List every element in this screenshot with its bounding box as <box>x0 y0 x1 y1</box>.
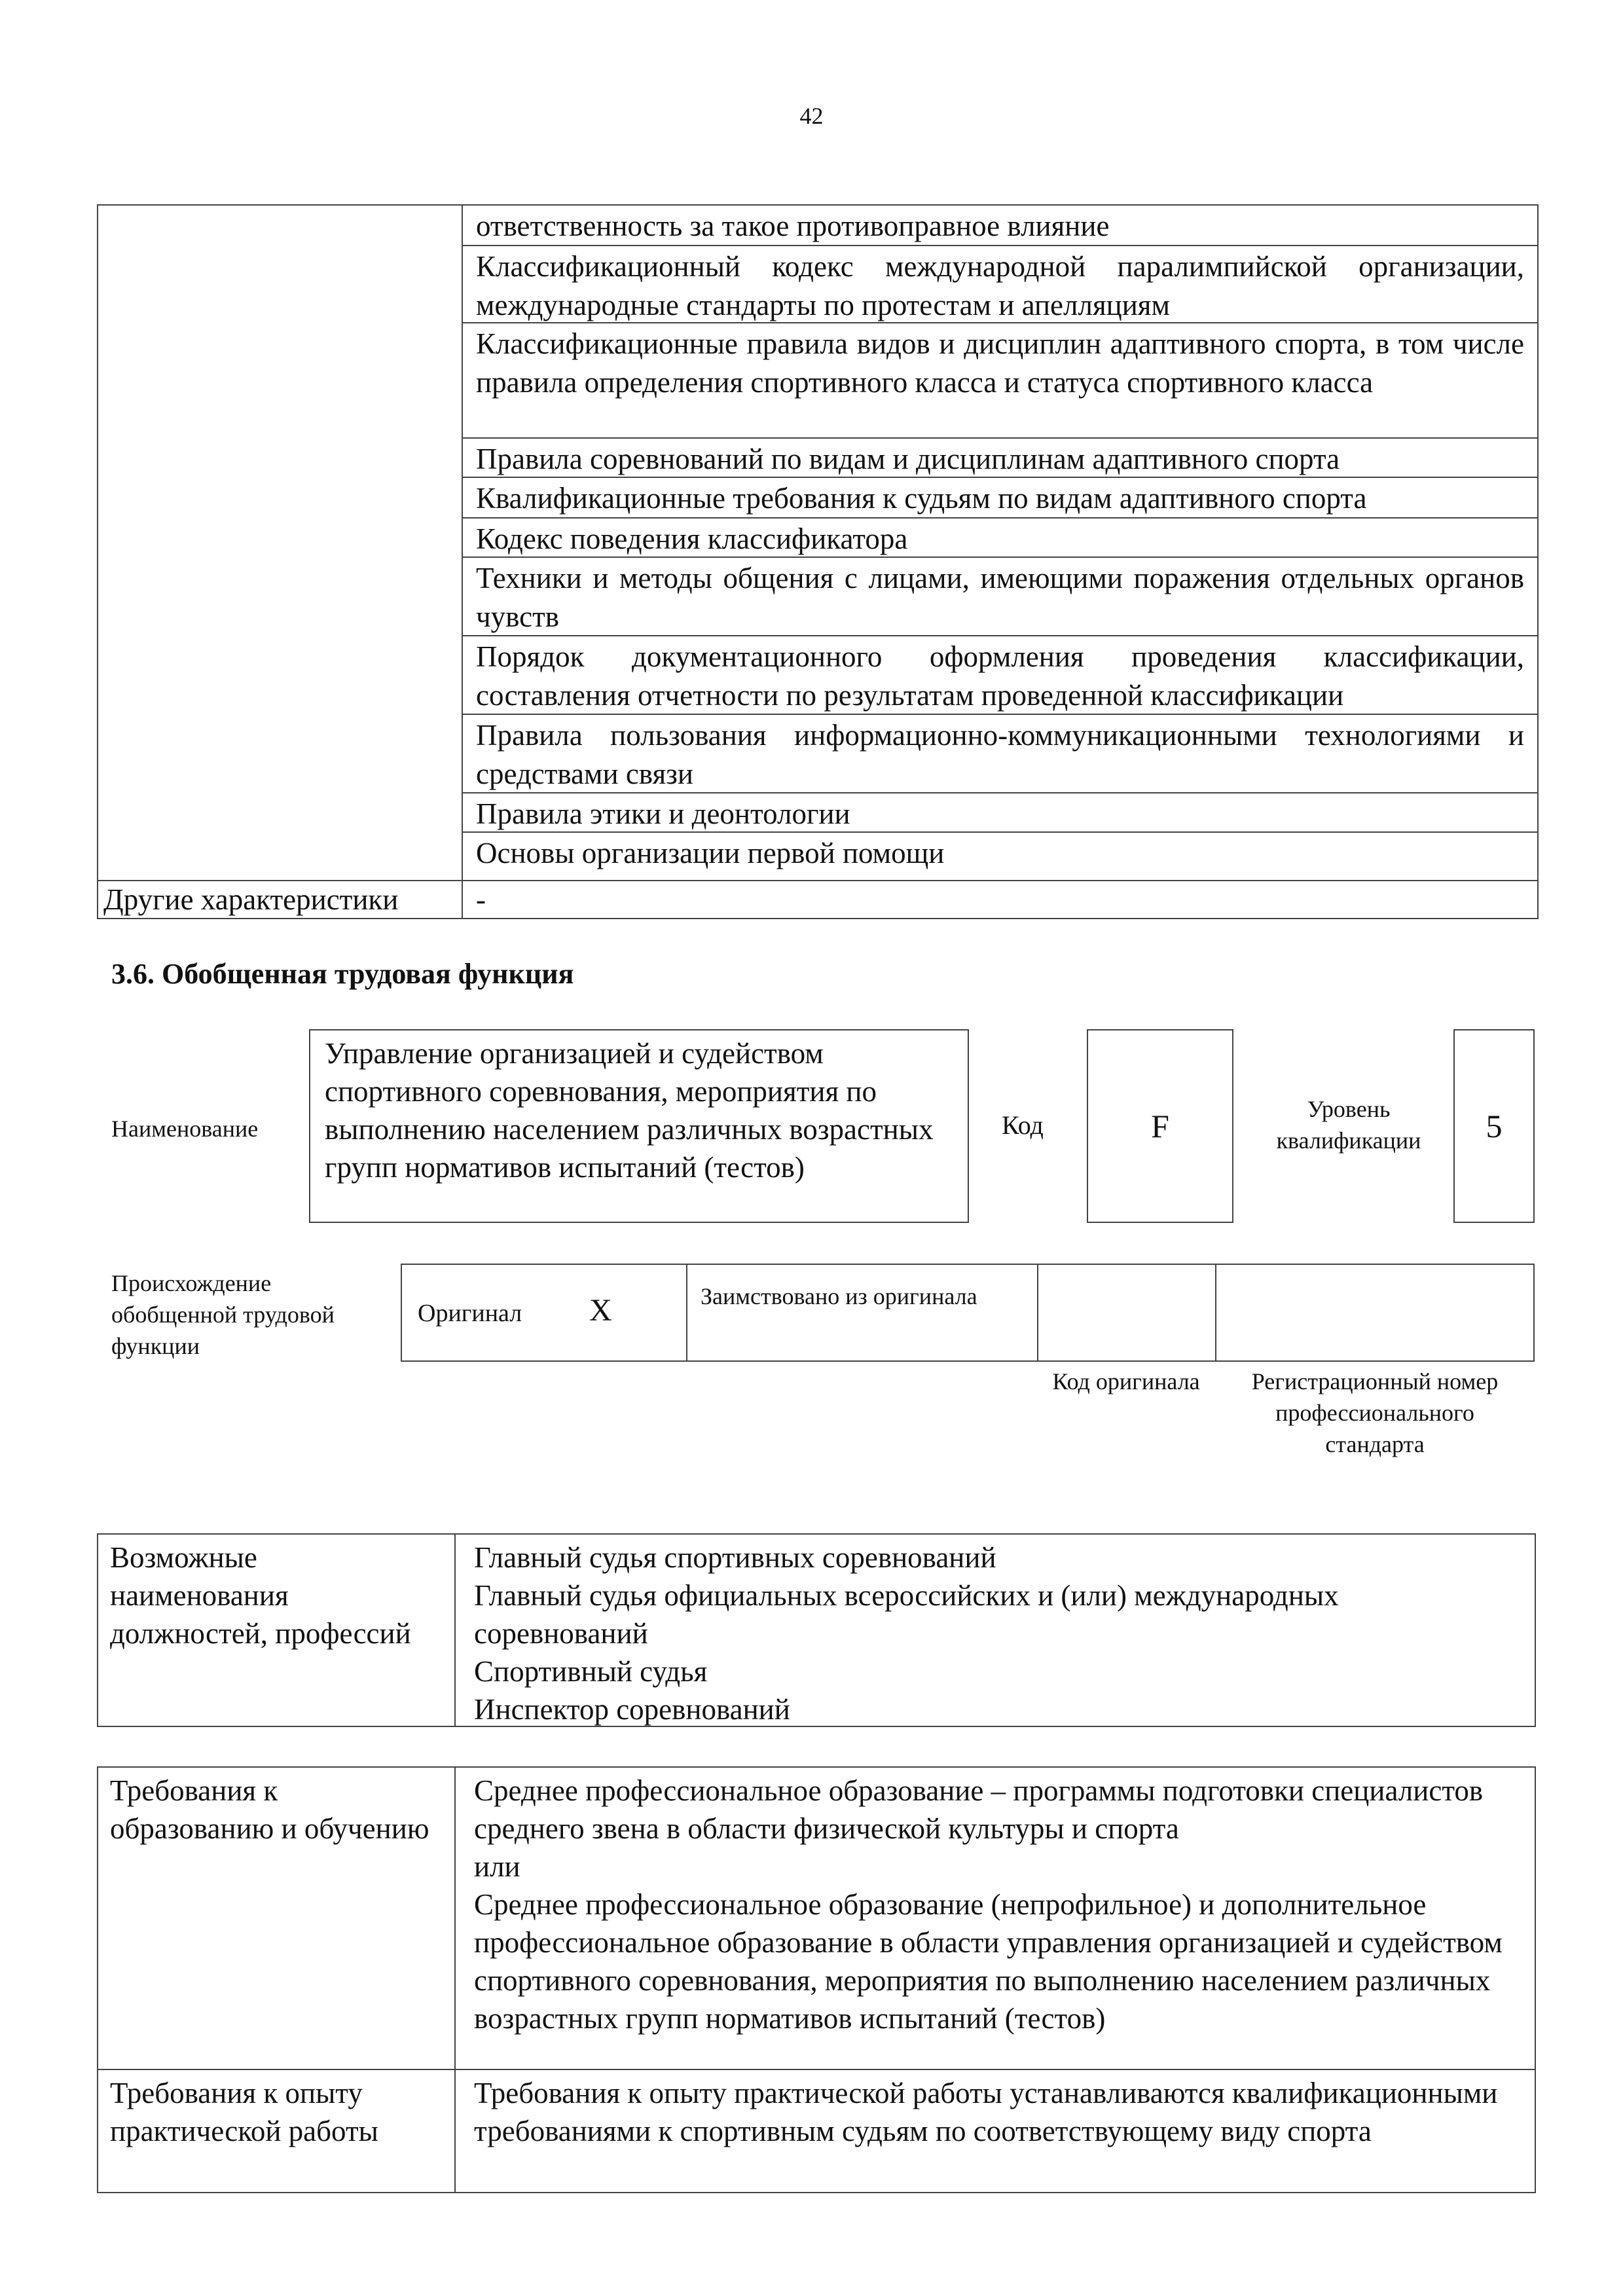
knowledge-row: ответственность за такое противоправное влияние <box>463 206 1537 246</box>
section-heading: 3.6. Обобщенная трудовая функция <box>111 958 574 990</box>
education-item: или <box>474 1850 520 1883</box>
original-cell <box>402 1265 687 1360</box>
reg-number-cell <box>1216 1265 1533 1360</box>
original-label: Оригинал <box>418 1300 522 1327</box>
knowledge-row: Классификационные правила видов и дисциплин адаптивного спорта, в том числе правила определения спортивного класса и статуса спортивного класса <box>463 323 1537 439</box>
name-value: Управление организацией и судейством спортивного соревнования, мероприятия по выполнению населением различных возрастных групп нормативов испытаний (тестов) <box>309 1029 969 1223</box>
education-item: Среднее профессиональное образование (непрофильное) и дополнительное профессиональное образование в области управления организацией и судейством спортивного соревнования, мероприятия по выполнению населением различных возрастных групп нормативов испытаний (тестов) <box>474 1888 1503 2035</box>
origin-label: Происхождение обобщенной трудовой функции <box>111 1270 335 1359</box>
knowledge-row: Основы организации первой помощи <box>476 837 945 869</box>
page-number: 42 <box>799 103 824 129</box>
position-item: Главный судья спортивных соревнований <box>474 1541 996 1574</box>
knowledge-row: Кодекс поведения классификатора <box>463 519 1537 558</box>
knowledge-row: Квалификационные требования к судьям по видам адаптивного спорта <box>463 478 1537 519</box>
knowledge-row: Классификационный кодекс международной паралимпийской организации, международные стандарты по протестам и апелляциям <box>463 246 1537 323</box>
other-characteristics-label: Другие характеристики <box>103 883 399 916</box>
other-characteristics-row <box>98 880 1537 918</box>
position-item: Главный судья официальных всероссийских и (или) международных соревнований <box>474 1579 1339 1650</box>
education-row <box>98 1768 1535 2070</box>
knowledge-row: Порядок документационного оформления проведения классификации, составления отчетности по результатам проведенной классификации <box>463 636 1537 715</box>
experience-value: Требования к опыту практической работы устанавливаются квалификационными требованиями к спортивным судьям по соответствующему виду спорта <box>474 2077 1498 2147</box>
level-label: Уровень квалификации <box>1276 1096 1421 1154</box>
knowledge-row: Правила соревнований по видам и дисциплинам адаптивного спорта <box>463 439 1537 478</box>
other-characteristics-value: - <box>476 883 486 916</box>
position-item: Спортивный судья <box>474 1655 708 1688</box>
education-item: Среднее профессиональное образование – программы подготовки специалистов среднего звена в области физической культуры и спорта <box>474 1774 1484 1845</box>
code-original-cell <box>1038 1265 1216 1360</box>
origin-table <box>401 1264 1535 1362</box>
requirements-table <box>97 1766 1536 2193</box>
borrowed-label: Заимствовано из оригинала <box>701 1283 977 1309</box>
reg-number-label: Регистрационный номер профессионального стандарта <box>1251 1368 1499 1457</box>
code-original-label: Код оригинала <box>1052 1368 1200 1394</box>
knowledge-table <box>97 204 1539 919</box>
knowledge-row: Техники и методы общения с лицами, имеющими поражения отдельных органов чувств <box>463 558 1537 636</box>
code-label: Код <box>1002 1110 1044 1140</box>
knowledge-values <box>463 206 1537 918</box>
name-label: Наименование <box>111 1116 259 1142</box>
education-value <box>456 1768 1535 2069</box>
education-label: Требования к образованию и обучению <box>98 1768 456 2069</box>
original-mark: X <box>589 1293 612 1328</box>
borrowed-cell <box>687 1265 1038 1360</box>
positions-label: Возможные наименования должностей, профессий <box>98 1535 456 1726</box>
code-value: F <box>1087 1029 1233 1223</box>
knowledge-label-cell <box>98 206 463 918</box>
experience-row <box>98 2070 1535 2193</box>
position-item: Инспектор соревнований <box>474 1693 790 1726</box>
knowledge-row: Правила пользования информационно-коммуникационными технологиями и средствами связи <box>463 715 1537 793</box>
level-value: 5 <box>1453 1029 1535 1223</box>
positions-table <box>97 1533 1536 1727</box>
positions-list <box>456 1535 1535 1726</box>
experience-label: Требования к опыту практической работы <box>98 2070 456 2193</box>
knowledge-row: Правила этики и деонтологии <box>463 793 1537 833</box>
